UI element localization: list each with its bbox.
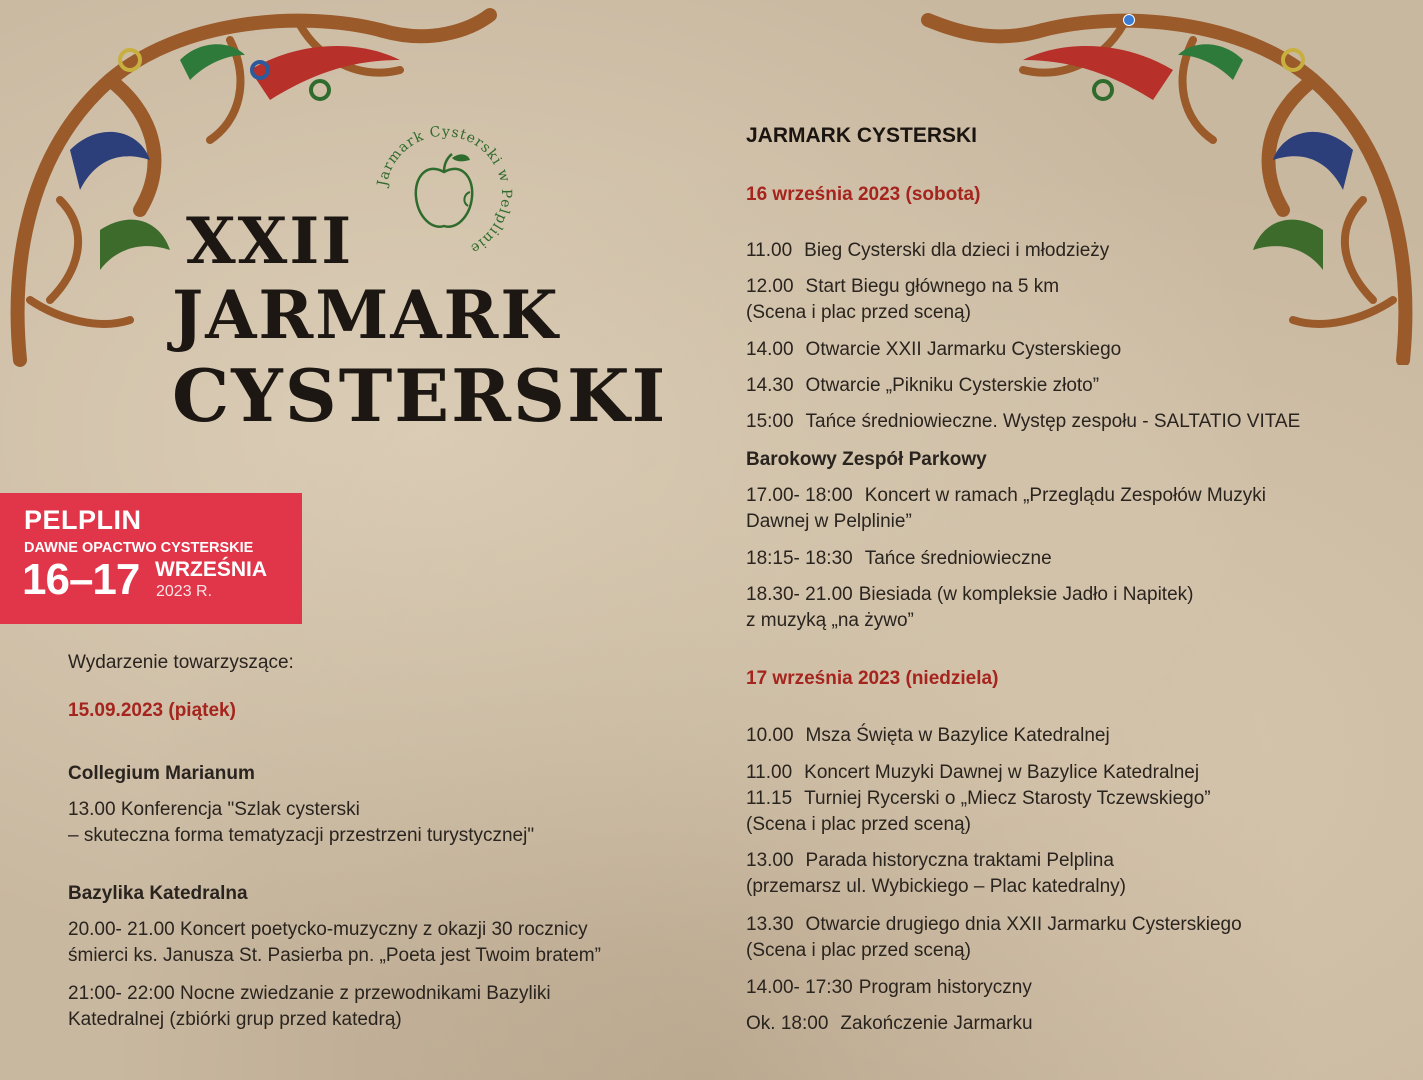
badge-city: PELPLIN [24,505,142,535]
program-item: 18:15- 18:30 Tańce średniowieczne [746,548,1052,569]
day1-date: 16 września 2023 (sobota) [746,184,981,205]
title-jarmark: JARMARK [172,276,560,354]
program-item-note: (Scena i plac przed sceną) [746,302,971,323]
program-item: 13.30 Otwarcie drugiego dnia XXII Jarmarku Cysterskiego [746,914,1242,935]
event-concert-line2: śmierci ks. Janusza St. Pasierba pn. „Poeta jest Twoim bratem” [68,945,601,966]
badge-place: DAWNE OPACTWO CYSTERSKIE [24,540,254,556]
venue-collegium: Collegium Marianum [68,763,255,784]
badge-year: 2023 R. [156,583,213,600]
event-concert-line1: 20.00- 21.00 Koncert poetycko-muzyczny z okazji 30 rocznicy [68,919,588,940]
program-heading: JARMARK CYSTERSKI [746,124,978,147]
badge-days: 16–17 [22,555,140,604]
location-date-badge [0,493,302,624]
program-item: Ok. 18:00 Zakończenie Jarmarku [746,1013,1033,1034]
event-conference-line2: – skuteczna forma tematyzacji przestrzeni turystycznej" [68,825,535,846]
day2-date: 17 września 2023 (niedziela) [746,668,999,689]
blue-dot [1123,14,1135,26]
event-tour-line1: 21:00- 22:00 Nocne zwiedzanie z przewodnikami Bazyliki [68,983,551,1004]
program-ensemble: Barokowy Zespół Parkowy [746,449,987,470]
program-item: 17.00- 18:00 Koncert w ramach „Przeglądu Zespołów Muzyki [746,485,1266,506]
program-item: 11.00 Bieg Cysterski dla dzieci i młodzieży [746,240,1110,261]
event-tour-line2: Katedralnej (zbiórki grup przed katedrą) [68,1009,402,1030]
badge-month: WRZEŚNIA [155,558,267,581]
program-item: 15:00 Tańce średniowieczne. Występ zespołu - SALTATIO VITAE [746,411,1301,432]
program-item: 11.00 Koncert Muzyki Dawnej w Bazylice Katedralnej [746,762,1200,783]
program-item-note: (Scena i plac przed sceną) [746,940,971,961]
program-item: 18.30- 21.00 Biesiada (w kompleksie Jadło i Napitek) [746,584,1194,605]
venue-bazylika: Bazylika Katedralna [68,883,248,904]
accompanying-date: 15.09.2023 (piątek) [68,700,236,721]
program-item: 14.30 Otwarcie „Pikniku Cysterskie złoto” [746,375,1100,396]
program-item: 12.00 Start Biegu głównego na 5 km [746,276,1060,297]
title-roman-numeral: XXII [186,204,354,279]
program-item-note: (przemarsz ul. Wybickiego – Plac katedralny) [746,876,1126,897]
program-item: 14.00 Otwarcie XXII Jarmarku Cysterskiego [746,339,1122,360]
svg-text:Jarmark Cysterski w Pelplinie: Jarmark Cysterski w Pelplinie [374,123,515,257]
corner-ornament-right-icon [913,0,1423,365]
accompanying-label: Wydarzenie towarzyszące: [68,652,294,673]
title-cysterski: CYSTERSKI [172,353,668,438]
program-item: 14.00- 17:30 Program historyczny [746,977,1032,998]
program-item-note: (Scena i plac przed sceną) [746,814,971,835]
program-item: 13.00 Parada historyczna traktami Pelplina [746,850,1114,871]
program-item-note: Dawnej w Pelplinie” [746,511,912,532]
program-item-note: z muzyką „na żywo” [746,610,914,631]
program-item: 10.00 Msza Święta w Bazylice Katedralnej [746,725,1110,746]
program-item: 11.15 Turniej Rycerski o „Miecz Starosty Tczewskiego” [746,788,1211,809]
event-conference-line1: 13.00 Konferencja "Szlak cysterski [68,799,360,820]
